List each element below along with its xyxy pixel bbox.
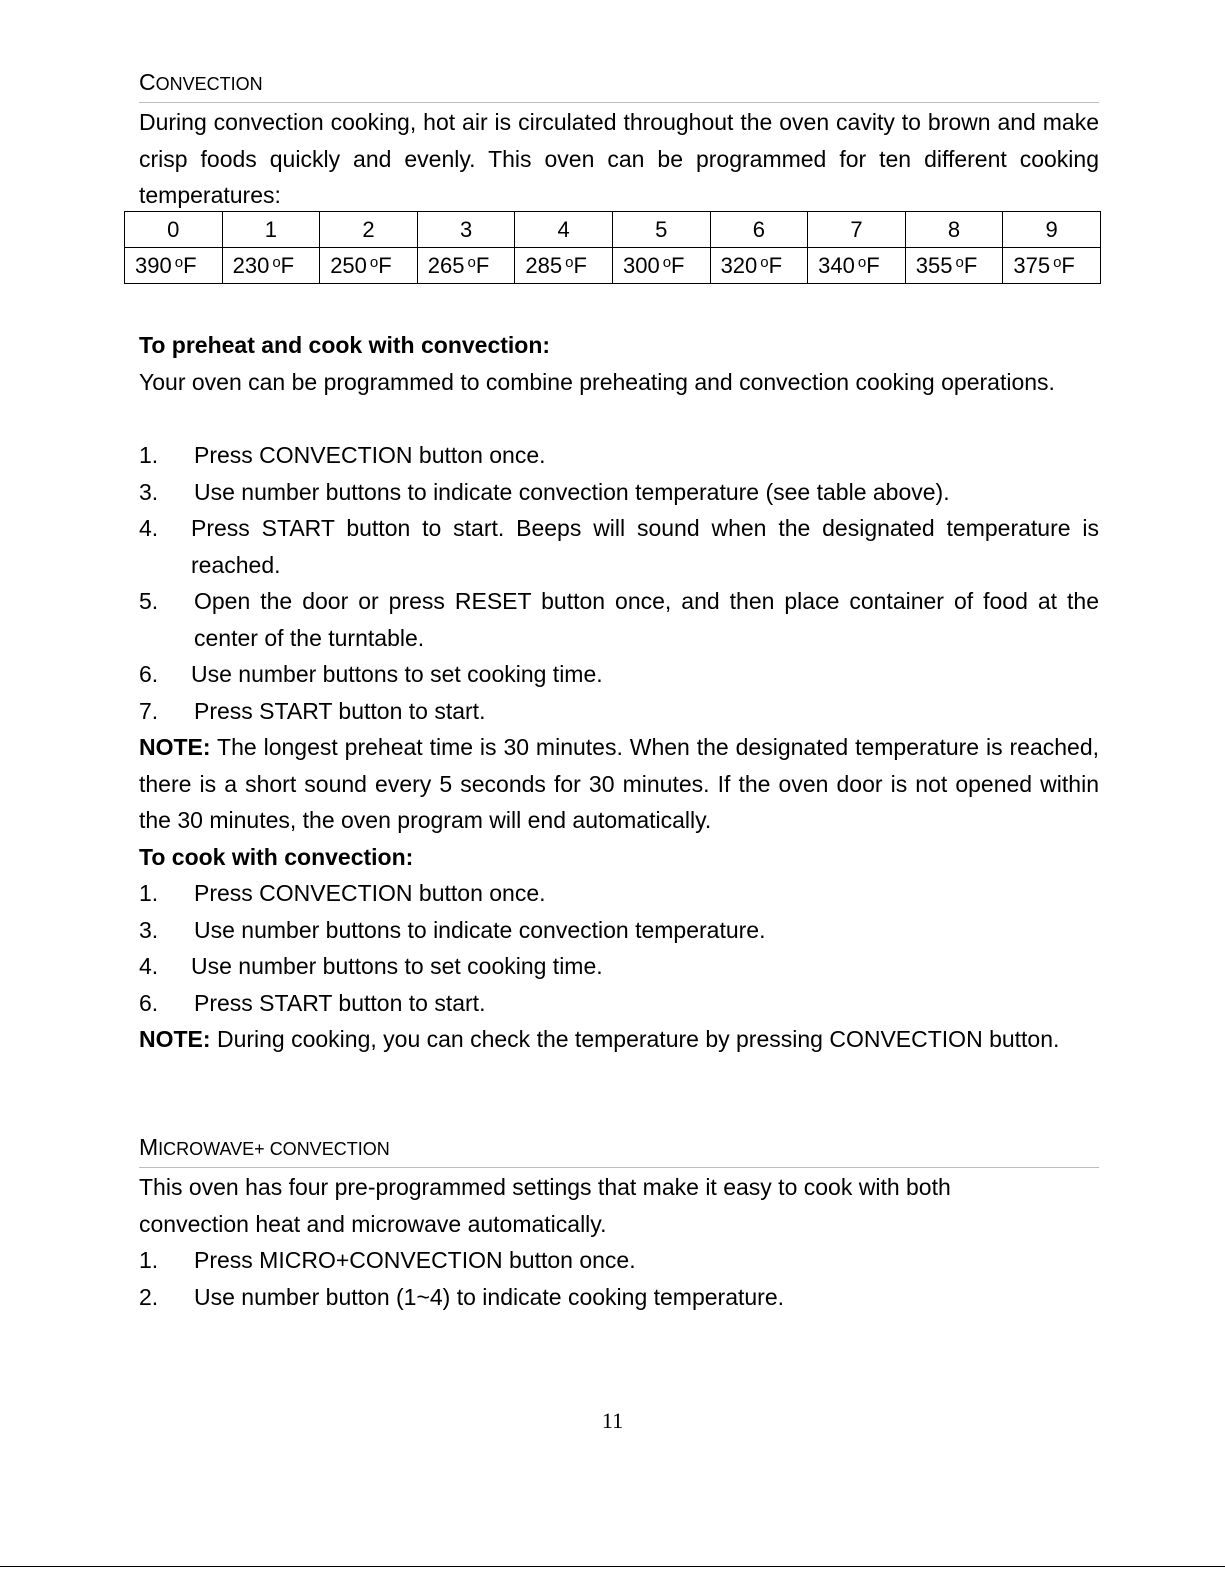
table-cell-setting: 9 xyxy=(1003,212,1101,248)
convection-heading: CONVECTION xyxy=(139,69,1099,103)
cook-note: NOTE: During cooking, you can check the temperature by pressing CONVECTION button. xyxy=(139,1026,1060,1052)
table-cell-temperature: 340 $^o$F xyxy=(808,248,906,284)
table-cell-setting: 7 xyxy=(808,212,906,248)
table-cell-setting: 0 xyxy=(125,212,223,248)
manual-page: CONVECTION During convection cooking, hot air is circulated throughout the oven cavity to brown and make crisp foods quickly and evenly. This oven can be programmed for ten different cooking temperatures: 0 1 2 3 4 5 6 7 8 9 390 $^o$F 230 $^o$F 250 $^o$F 265 $^o$F 285 $^o$F 300 $^o$F 320 $^o$F 340 $^o$F 355 $^o$F 375 $^o$F To preheat and cook with convection: Your oven can be programmed to combine preheating and convection cooking operations. 1. Press CONVECTION button once. 3. Use number buttons to indicate convection temperature (see table above). 4. Press START button to start. Beeps will sound when the designated temperature is reached. 5. Open the door or press RESET button once, and then place container of food at the center of the turntable. 6. Use number buttons to set cooking time. 7. Press START button to start. NOTE: The longest preheat time is 30 minutes. When the designated temperature is reached, there is a short sound every 5 seconds for 30 minutes. If the oven door is not opened within the 30 minutes, the oven program will end automatically. To cook with convection: 1. Press CONVECTION button once. 3. Use number buttons to indicate convection temperature. 4. Use number buttons to set cooking time. 6. Press START button to start. NOTE: During cooking, you can check the temperature by pressing CONVECTION button. MICROWAVE+ CONVECTION This oven has four pre-programmed settings that make it easy to cook with both convection heat and microwave automatically. 1. Press MICRO+CONVECTION button once. 2. Use number button (1~4) to indicate cooking temperature. 11 xyxy=(0,0,1225,1585)
table-cell-temperature: 375 $^o$F xyxy=(1003,248,1101,284)
table-cell-temperature: 300 $^o$F xyxy=(612,248,710,284)
table-cell-setting: 2 xyxy=(320,212,418,248)
page-number: 11 xyxy=(601,1408,624,1433)
table-row-temperature xyxy=(125,248,1101,284)
micro-intro: This oven has four pre-programmed settings that make it easy to cook with both convection heat and microwave automatically. xyxy=(139,1174,951,1237)
convection-intro: During convection cooking, hot air is circulated throughout the oven cavity to brown and make crisp foods quickly and evenly. This oven can be programmed for ten different cooking temperatures: xyxy=(139,109,1099,209)
table-cell-temperature: 265 $^o$F xyxy=(417,248,515,284)
micro-convection-heading: MICROWAVE+ CONVECTION xyxy=(139,1134,1099,1168)
table-cell-setting: 8 xyxy=(905,212,1003,248)
preheat-title: To preheat and cook with convection: xyxy=(139,332,551,358)
table-cell-temperature: 230 $^o$F xyxy=(222,248,320,284)
temperature-table xyxy=(124,211,1101,284)
preheat-intro: Your oven can be programmed to combine preheating and convection cooking operations. xyxy=(139,369,1055,395)
table-cell-temperature: 355 $^o$F xyxy=(905,248,1003,284)
table-cell-setting: 3 xyxy=(417,212,515,248)
table-cell-temperature: 250 $^o$F xyxy=(320,248,418,284)
table-row-setting xyxy=(125,212,1101,248)
cook-title: To cook with convection: xyxy=(139,844,414,870)
bottom-rule xyxy=(0,1566,1225,1567)
table-cell-setting: 1 xyxy=(222,212,320,248)
table-cell-temperature: 390 $^o$F xyxy=(125,248,223,284)
table-cell-temperature: 320 $^o$F xyxy=(710,248,808,284)
table-cell-setting: 4 xyxy=(515,212,613,248)
preheat-note: NOTE: The longest preheat time is 30 minutes. When the designated temperature is reached, there is a short sound every 5 seconds for 30 minutes. If the oven door is not opened within the 30 minutes, the oven program will end automatically. xyxy=(139,734,1099,834)
table-cell-setting: 5 xyxy=(612,212,710,248)
table-cell-temperature: 285 $^o$F xyxy=(515,248,613,284)
table-cell-setting: 6 xyxy=(710,212,808,248)
